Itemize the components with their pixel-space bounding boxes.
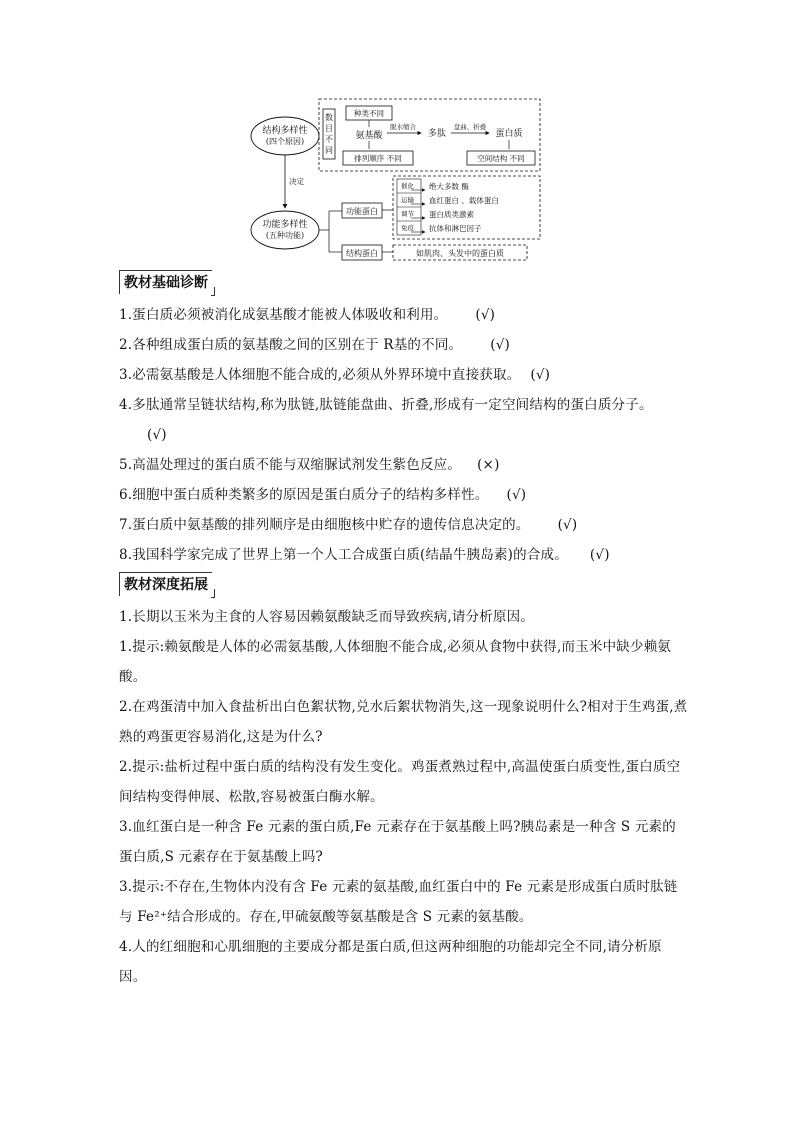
role-desc-catalysis: 绝大多数 酶: [429, 182, 469, 191]
count-diff-label-1: 数: [325, 113, 333, 122]
coil-label: 盘曲、折叠: [453, 123, 487, 131]
basic-item-5: [119, 450, 689, 480]
basic-item-2: [119, 330, 689, 360]
basic-item-3: [119, 360, 689, 390]
dehydrate-label: 脱水缩合: [390, 123, 416, 131]
decide-label: 决定: [289, 177, 304, 186]
functional-protein-label: 功能蛋白: [346, 207, 378, 216]
basic-item-text: 3.必需氨基酸是人体细胞不能合成的,必须从外界环境中直接获取。: [119, 367, 521, 383]
answer-mark: (√): [589, 547, 610, 563]
structure-diversity-label: 结构多样性: [262, 126, 308, 136]
protein-label: 蛋白质: [495, 129, 523, 139]
basic-item-text: 7.蛋白质中氨基酸的排列顺序是由细胞核中贮存的遗传信息决定的。: [119, 517, 530, 533]
role-desc-transport: 血红蛋白 、载体蛋白: [429, 196, 499, 205]
order-diff-label: 排列顺序 不同: [354, 154, 402, 163]
basic-item-text: 1.蛋白质必须被消化成氨基酸才能被人体吸收和利用。: [119, 307, 448, 323]
function-diversity-node: [251, 211, 319, 249]
basic-item-text: 5.高温处理过的蛋白质不能与双缩脲试剂发生紫色反应。: [119, 457, 462, 473]
structure-diversity-sub: (四个原因): [265, 137, 305, 146]
extended-question-2: 2.在鸡蛋清中加入食盐析出白色絮状物,兑水后絮状物消失,这一现象说明什么?相对于生鸡蛋,煮熟的鸡蛋更容易消化,这是为什么?: [119, 699, 688, 745]
extended-answer-2: 2.提示:盐析过程中蛋白质的结构没有发生变化。鸡蛋煮熟过程中,高温使蛋白质变性,蛋白质空间结构变得伸展、松散,容易被蛋白酶水解。: [119, 759, 681, 805]
role-desc-immunity: 抗体和淋巴因子: [429, 224, 482, 233]
document-content: [119, 268, 689, 992]
answer-mark: (√): [490, 337, 510, 353]
role-tag-transport: 运输: [401, 196, 414, 204]
basic-item-text: 6.细胞中蛋白质种类繁多的原因是蛋白质分子的结构多样性。: [119, 487, 489, 503]
function-diversity-label: 功能多样性: [262, 220, 308, 230]
answer-mark: (√): [530, 367, 551, 383]
count-diff-label-2: 目: [325, 124, 333, 133]
extended-question-3: 3.血红蛋白是一种含 Fe 元素的蛋白质,Fe 元素存在于氨基酸上吗?胰岛素是一种含 S 元素的蛋白质,S 元素存在于氨基酸上吗?: [119, 819, 676, 865]
structure-diversity-node: [251, 117, 319, 155]
extended-question-4: 4.人的红细胞和心肌细胞的主要成分都是蛋白质,但这两种细胞的功能却完全不同,请分析原因。: [119, 939, 662, 985]
role-tag-regulation: 调节: [401, 210, 414, 218]
basic-item-text: 2.各种组成蛋白质的氨基酸之间的区别在于 R基的不同。: [119, 337, 463, 353]
count-diff-label-4: 同: [325, 146, 333, 155]
structural-example-label: 如肌肉、头发中的蛋白质: [416, 249, 504, 258]
basic-item-text: 4.多肽通常呈链状结构,称为肽链,肽链能盘曲、折叠,形成有一定空间结构的蛋白质分子。: [119, 397, 653, 413]
basic-item-7: [119, 510, 689, 540]
answer-mark: (×): [477, 457, 500, 473]
role-tag-catalysis: 催化: [401, 182, 414, 190]
kind-diff-label: 种类不同: [354, 109, 384, 118]
polypeptide-label: 多肽: [427, 129, 447, 139]
extended-question-1: 1.长期以玉米为主食的人容易因赖氨酸缺乏而导致疾病,请分析原因。: [119, 609, 535, 625]
basic-item-8: [119, 540, 689, 570]
basic-item-4: [119, 390, 689, 450]
answer-mark: (√): [475, 307, 496, 323]
answer-mark: (√): [557, 517, 578, 533]
basic-item-1: [119, 300, 689, 330]
section-title-basic: 教材基础诊断: [119, 270, 212, 294]
structural-protein-label: 结构蛋白: [346, 249, 378, 258]
spatial-diff-label: 空间结构 不同: [477, 154, 525, 163]
role-desc-regulation: 蛋白质类激素: [429, 210, 474, 219]
answer-mark: (√): [506, 487, 527, 503]
amino-acid-label: 氨基酸: [355, 131, 383, 141]
role-tag-immunity: 免疫: [401, 224, 414, 232]
function-diversity-sub: (五种功能): [265, 231, 305, 240]
extended-answer-3: 3.提示:不存在,生物体内没有含 Fe 元素的氨基酸,血红蛋白中的 Fe 元素是形成蛋白质时肽链与 Fe²⁺结合形成的。存在,甲硫氨酸等氨基酸是含 S 元素的氨基酸。: [119, 879, 678, 925]
protein-diversity-concept-map: [245, 96, 545, 264]
answer-mark: (√): [147, 427, 167, 443]
count-diff-label-3: 不: [325, 135, 333, 144]
basic-item-text: 8.我国科学家完成了世界上第一个人工合成蛋白质(结晶牛胰岛素)的合成。: [119, 547, 568, 563]
section-title-extended: 教材深度拓展: [119, 572, 212, 596]
extended-answer-1: 1.提示:赖氨酸是人体的必需氨基酸,人体细胞不能合成,必须从食物中获得,而玉米中缺少赖氨酸。: [119, 639, 672, 685]
basic-item-6: [119, 480, 689, 510]
